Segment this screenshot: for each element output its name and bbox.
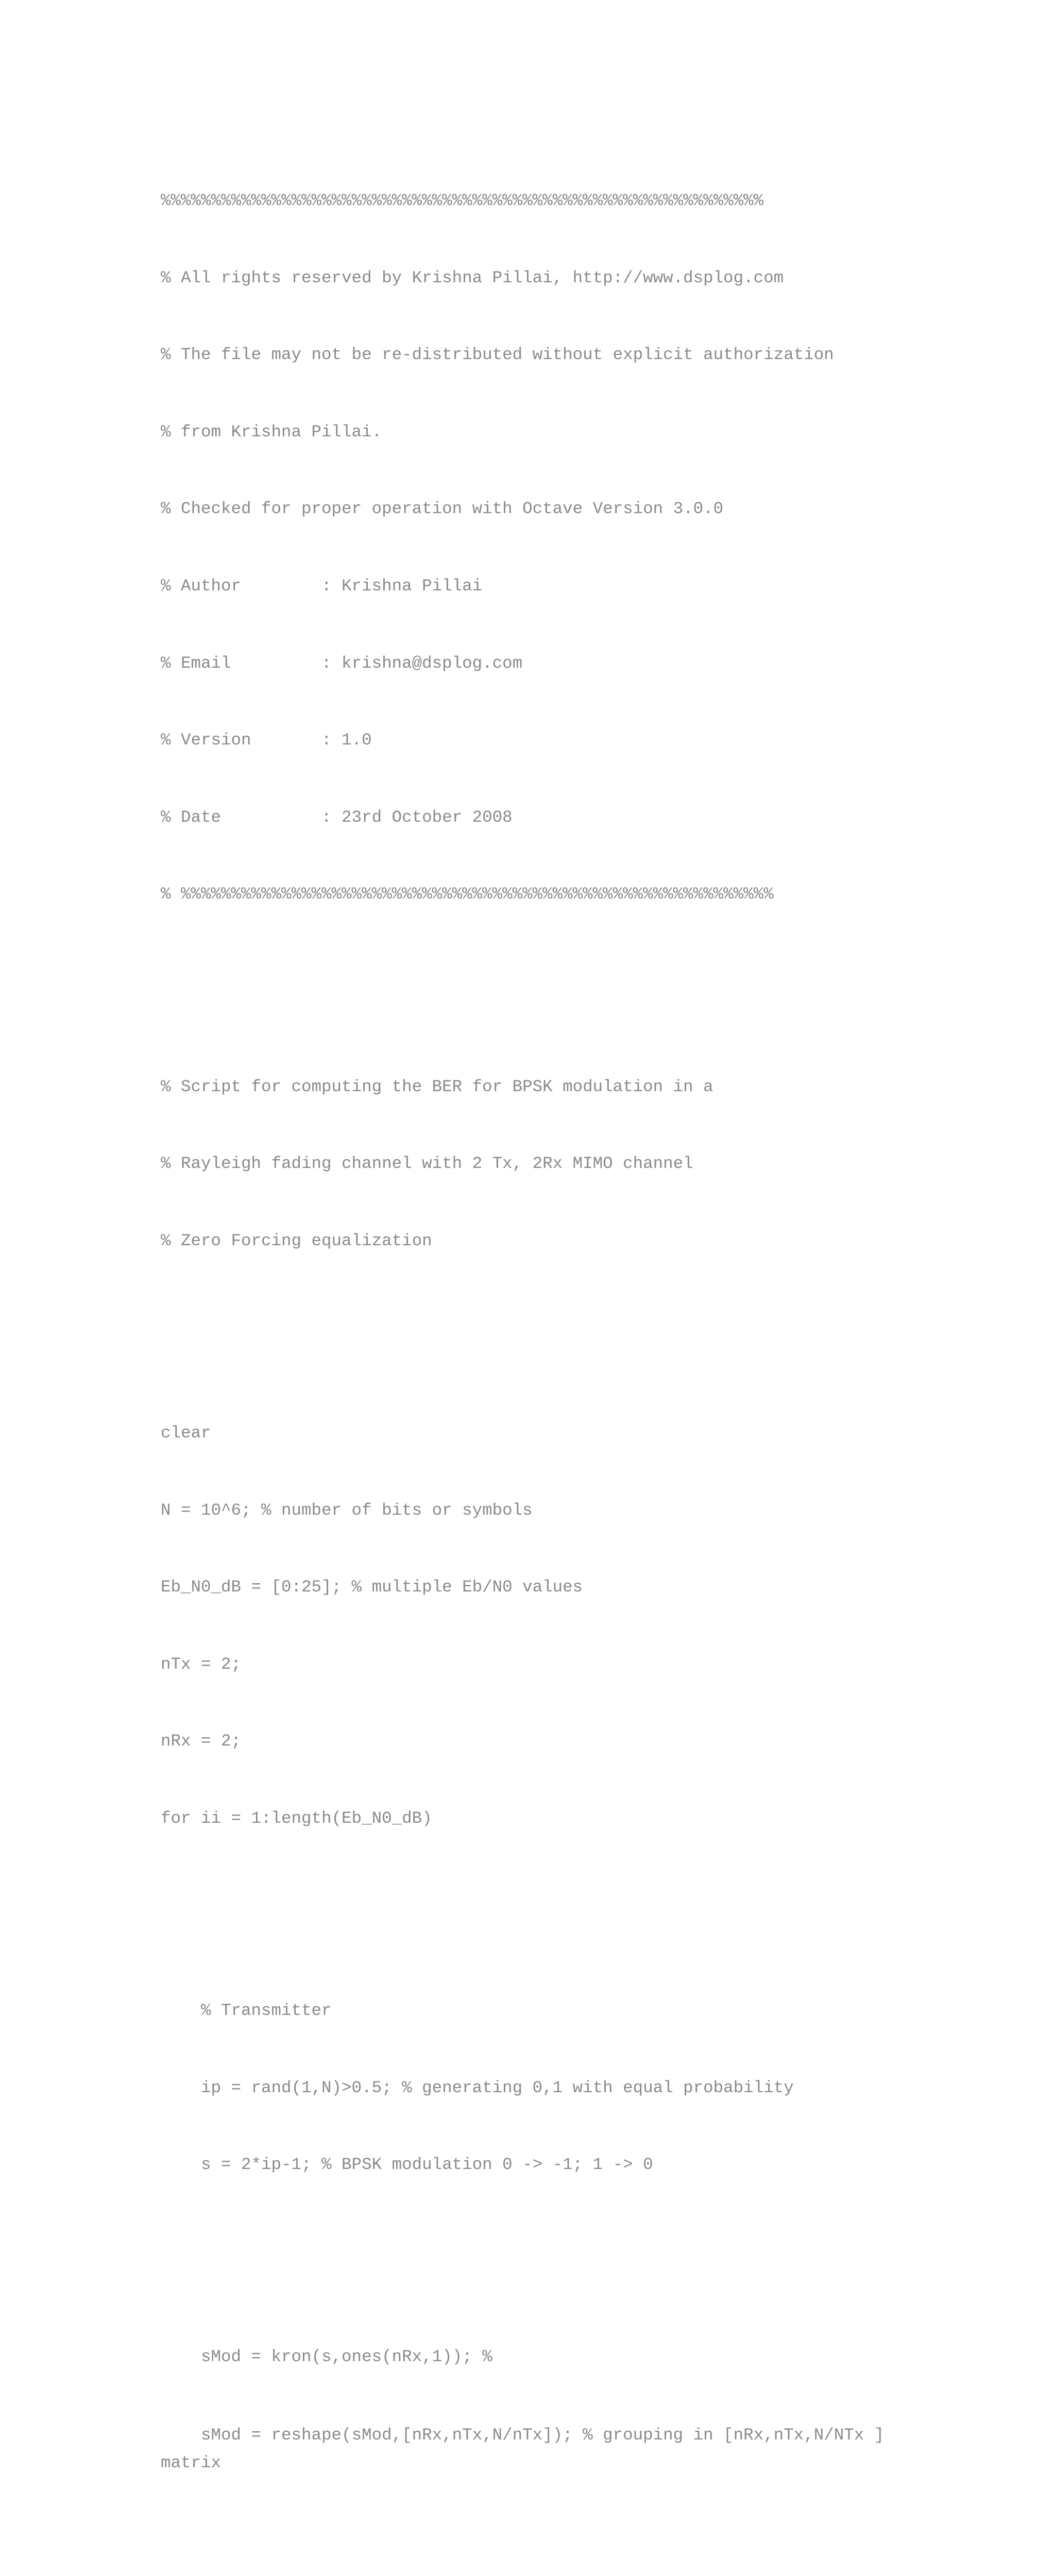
comment-line: % from Krishna Pillai.: [161, 422, 382, 442]
code-line: nRx = 2;: [161, 1732, 242, 1751]
code-line: Eb_N0_dB = [0:25]; % multiple Eb/N0 values: [161, 1578, 583, 1597]
blank-line: [161, 978, 903, 1017]
code-line: s = 2*ip-1; % BPSK modulation 0 -> -1; 1 -> 0: [161, 2155, 653, 2175]
code-line: clear: [161, 1423, 211, 1443]
code-line: N = 10^6; % number of bits or symbols: [161, 1500, 533, 1520]
code-line-wrapped: sMod = reshape(sMod,[nRx,nTx,N/nTx]); % grouping in [nRx,nTx,N/NTx ] matrix: [161, 2426, 894, 2473]
code-listing: [161, 131, 903, 2576]
blank-line: [161, 2556, 903, 2576]
comment-line: % %%%%%%%%%%%%%%%%%%%%%%%%%%%%%%%%%%%%%%%%%%%%%%%%%%%%%%%%%%%: [161, 885, 774, 904]
comment-line: % Script for computing the BER for BPSK modulation in a: [161, 1077, 713, 1096]
comment-line: % All rights reserved by Krishna Pillai, http://www.dsplog.com: [161, 268, 784, 287]
code-line: sMod = kron(s,ones(nRx,1)); %: [161, 2347, 492, 2367]
blank-line: [161, 1324, 903, 1363]
comment-line: % Version : 1.0: [161, 731, 372, 750]
comment-line: % Transmitter: [161, 2001, 332, 2021]
blank-line: [161, 2248, 903, 2287]
comment-line: % Author : Krishna Pillai: [161, 576, 483, 596]
comment-line: % Rayleigh fading channel with 2 Tx, 2Rx MIMO channel: [161, 1154, 693, 1174]
blank-line: [161, 1902, 903, 1941]
comment-line: %%%%%%%%%%%%%%%%%%%%%%%%%%%%%%%%%%%%%%%%%%%%%%%%%%%%%%%%%%%%: [161, 191, 764, 210]
code-line: nTx = 2;: [161, 1654, 242, 1674]
comment-line: % Email : krishna@dsplog.com: [161, 653, 523, 673]
comment-line: % Checked for proper operation with Octave Version 3.0.0: [161, 499, 724, 519]
comment-line: % Date : 23rd October 2008: [161, 807, 513, 827]
comment-line: % The file may not be re-distributed without explicit authorization: [161, 345, 834, 365]
code-line: ip = rand(1,N)>0.5; % generating 0,1 with equal probability: [161, 2078, 794, 2097]
code-line: for ii = 1:length(Eb_N0_dB): [161, 1808, 432, 1828]
comment-line: % Zero Forcing equalization: [161, 1231, 432, 1250]
